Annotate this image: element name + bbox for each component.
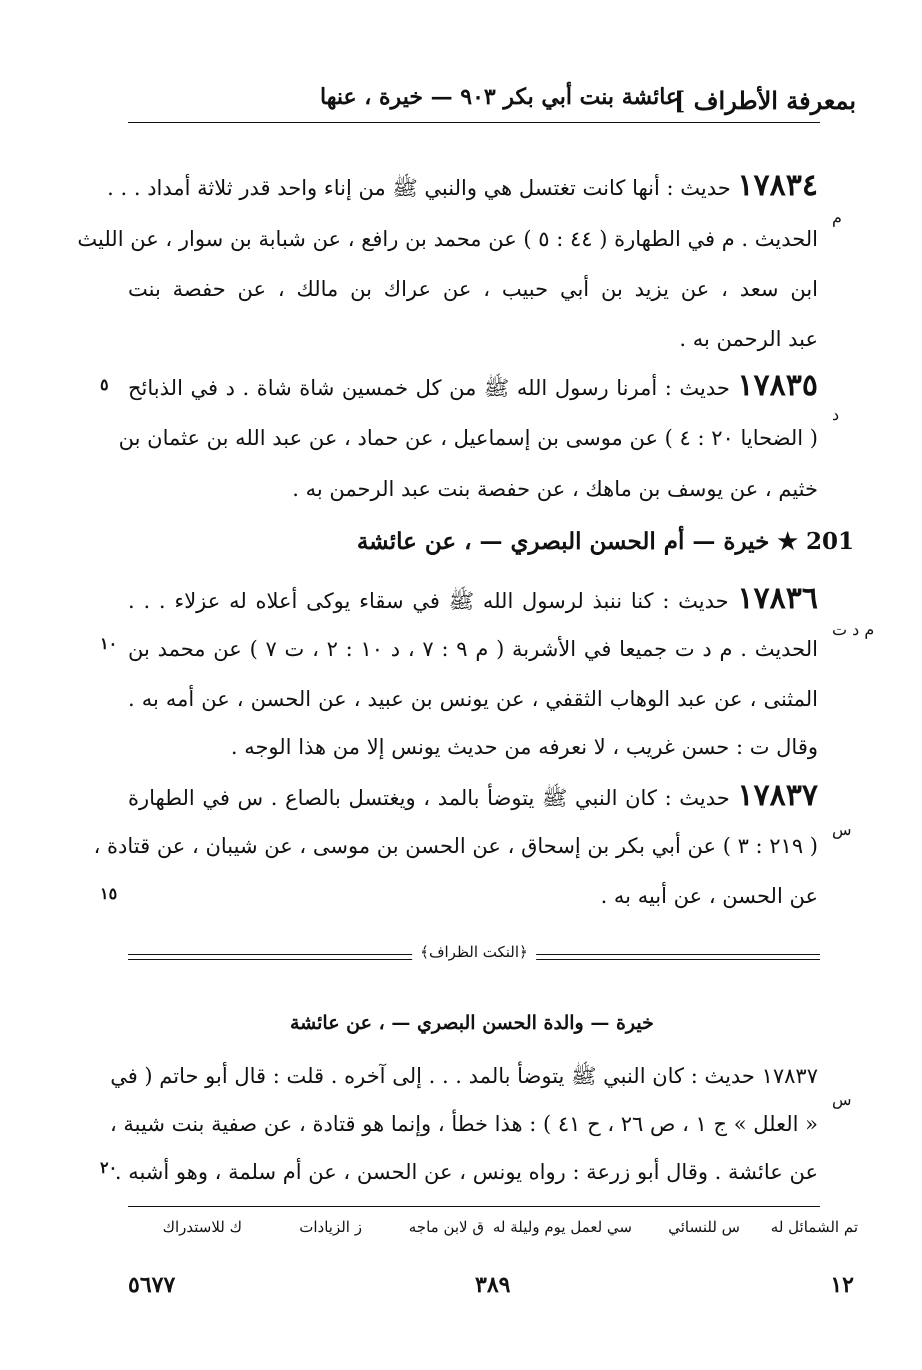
entry-line [128, 325, 818, 353]
entry-line [128, 882, 818, 910]
nukat-separator [128, 938, 820, 978]
entry-line [128, 778, 818, 813]
section-title: خيرة — أم الحسن البصري — ، عن عائشة [356, 528, 770, 555]
margin-siglum: م د ت [832, 620, 875, 639]
hadith-number: ١٧٨٣٤ [737, 168, 818, 203]
nukat-heading: خيرة — والدة الحسن البصري — ، عن عائشة [290, 1012, 654, 1034]
separator-text: النكت الظراف [428, 943, 520, 961]
entry-text: حديث : كنا ننبذ لرسول الله ﷺ في سقاء يوكى أعلاه له عزلاء . . . [128, 589, 729, 613]
line-number: ٥ [100, 375, 109, 394]
footnote-abbr: س للنسائي [668, 1218, 740, 1236]
hadith-number: ١٧٨٣٧ [737, 778, 818, 813]
footer-right-number: ١٢ [830, 1272, 854, 1298]
entry-line [128, 635, 818, 663]
footnote-abbr: تم الشمائل له [770, 1218, 858, 1236]
entry-line [128, 685, 818, 713]
page-number: ٣٨٩ [475, 1272, 511, 1298]
nukat-text: عن عائشة . وقال أبو زرعة : رواه يونس ، عن الحسن ، عن أم سلمة ، وهو أشبه . [114, 1160, 818, 1184]
entry-text: عن الحسن ، عن أبيه به . [600, 884, 818, 908]
footer-left-number: ٥٦٧٧ [128, 1272, 176, 1298]
nukat-text: ١٧٨٣٧ حديث : كان النبي ﷺ يتوضأ بالمد . . . إلى آخره . قلت : قال أبو حاتم ( في [110, 1064, 818, 1088]
margin-siglum: س [832, 1090, 852, 1109]
entry-text: ( ٢١٩ : ٣ ) عن أبي بكر بن إسحاق ، عن الحسن بن موسى ، عن شيبان ، عن قتادة ، [93, 834, 818, 858]
entry-text: خثيم ، عن يوسف بن ماهك ، عن حفصة بنت عبد الرحمن به . [292, 477, 818, 501]
line-number: ١٥ [100, 884, 118, 903]
nukat-line [114, 1158, 818, 1186]
nukat-line [109, 1110, 818, 1138]
entry-line [128, 475, 818, 503]
hadith-number: ١٧٨٣٥ [737, 368, 818, 403]
nukat-text: « العلل » ج ١ ، ص ٢٦ ، ح ٤١ ) : هذا خطأ ، وإنما هو قتادة ، عن صفية بنت شيبة ، [109, 1112, 818, 1136]
separator-label: ﴿النكت الظراف﴾ [412, 943, 536, 961]
footnote-abbr: ق لابن ماجه [408, 1218, 484, 1236]
footnote-abbr: سي لعمل يوم وليلة له [492, 1218, 632, 1236]
entry-text: الحديث . م في الطهارة ( ٤٤ : ٥ ) عن محمد بن رافع ، عن شبابة بن سوار ، عن الليث [77, 227, 818, 251]
footnote-abbr: ك للاستدراك [162, 1218, 242, 1236]
margin-siglum: د [832, 405, 840, 424]
footnote-abbr: ز الزيادات [299, 1218, 362, 1236]
margin-siglum: س [832, 820, 852, 839]
header-right: بمعرفة الأطراف ] [673, 86, 856, 115]
header-center: عائشة بنت أبي بكر ٩٠٣ — خيرة ، عنها [320, 84, 680, 110]
entry-text: وقال ت : حسن غريب ، لا نعرفه من حديث يونس إلا من هذا الوجه . [230, 735, 818, 759]
entry-line [128, 581, 818, 616]
entry-text: الحديث . م د ت جميعا في الأشربة ( م ٩ : ٧ ، د ١٠ : ٢ ، ت ٧ ) عن محمد بن [128, 637, 818, 661]
hadith-number: ١٧٨٣٦ [737, 581, 818, 616]
entry-line [128, 733, 818, 761]
entry-text: حديث : كان النبي ﷺ يتوضأ بالمد ، ويغتسل بالصاع . س في الطهارة [128, 786, 730, 810]
entry-line [118, 424, 818, 452]
entry-line [77, 225, 818, 253]
section-heading [357, 528, 854, 555]
entry-text: المثنى ، عن عبد الوهاب الثقفي ، عن يونس بن عبيد ، عن الحسن ، عن أمه به . [128, 687, 818, 711]
section-number: 201 [805, 528, 854, 555]
entry-line [107, 168, 818, 203]
line-number: ٢٠ [100, 1158, 118, 1177]
margin-siglum: م [832, 208, 842, 227]
entry-text: ( الضحايا ٢٠ : ٤ ) عن موسى بن إسماعيل ، عن حماد ، عن عبد الله بن عثمان بن [118, 426, 818, 450]
entry-line [128, 275, 818, 303]
entry-line [93, 832, 818, 860]
nukat-line [110, 1062, 818, 1090]
entry-text: عبد الرحمن به . [679, 327, 818, 351]
entry-text: حديث : أمرنا رسول الله ﷺ من كل خمسين شاة شاة . د في الذبائح [128, 376, 730, 400]
entry-text: حديث : أنها كانت تغتسل هي والنبي ﷺ من إناء واحد قدر ثلاثة أمداد . . . [107, 176, 731, 200]
star-icon: ★ [777, 528, 798, 555]
header-rule [128, 122, 820, 123]
entry-text: ابن سعد ، عن يزيد بن أبي حبيب ، عن عراك بن مالك ، عن حفصة بنت [128, 277, 818, 301]
footnote-rule [128, 1206, 820, 1207]
entry-line [128, 368, 818, 403]
line-number: ١٠ [100, 634, 118, 653]
